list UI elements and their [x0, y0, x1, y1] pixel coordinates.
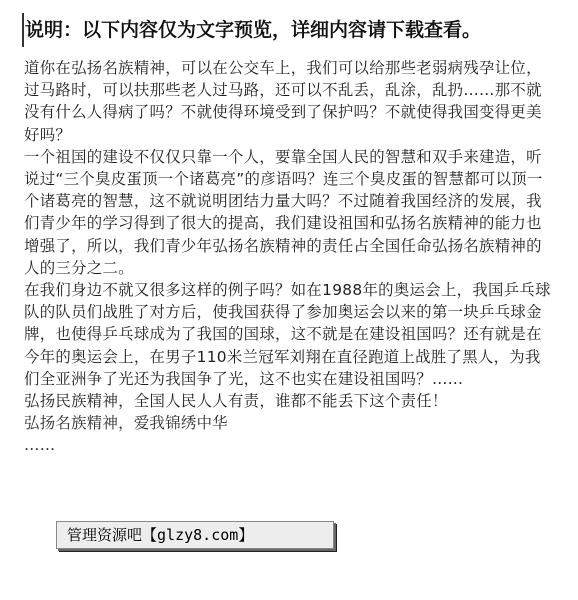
- paragraph-2: 一个祖国的建设不仅仅只靠一个人，要靠全国人民的智慧和双手来建造，听说过“三个臭皮蛋顶一个诸葛亮”的彦语吗？连三个臭皮蛋的智慧都可以顶一个诸葛亮的智慧，这不就说明团结力量大吗？不过随着我国经济的发展，我们青少年的学习得到了很大的提高，我们建设祖国和弘扬名族精神的能力也增强了，所以，我们青少年弘扬名族精神的责任占全国任命弘扬名族精神的人的三分之二。: [24, 147, 543, 277]
- document-body: [24, 57, 556, 456]
- watermark-bracket-open: 【: [142, 526, 158, 544]
- truncated-text: [24, 412, 556, 456]
- watermark-url: glzy8.com: [157, 526, 239, 544]
- paragraph-1: 道你在弘扬名族精神，可以在公交车上，我们可以给那些老弱病残孕让位，过马路时，可以扶那些老人过马路，还可以不乱丢，乱涂，乱扔……那不就没有什么人得病了吗？不就使得环境受到了保护吗？不就使得我国变得更美好吗？: [24, 59, 542, 144]
- site-watermark-banner[interactable]: [56, 521, 334, 549]
- watermark-site-name: 管理资源吧: [67, 526, 143, 544]
- preview-notice: 说明：以下内容仅为文字预览，详细内容请下载查看。: [22, 13, 481, 47]
- paragraph-5-partial: 弘扬名族精神，爱我锦绣中华: [24, 414, 228, 433]
- paragraph-6-partial: ……: [24, 436, 56, 455]
- watermark-bracket-close: 】: [238, 526, 254, 544]
- paragraph-3: 在我们身边不就又很多这样的例子吗？如在1988年的奥运会上，我国乒乓球队的队员们战胜了对方后，使我国获得了参加奥运会以来的第一块乒乓球金牌，也使得乒乓球成为了我国的国球，这不就是在建设祖国吗？还有就是在今年的奥运会上，在男子110米兰冠军刘翔在直径跑道上战胜了黑人，为我们全亚洲争了光还为我国争了光，这不也实在建设祖国吗？……: [24, 281, 551, 388]
- paragraph-4: 弘扬民族精神，全国人民人人有责，谁都不能丢下这个责任！: [24, 392, 448, 411]
